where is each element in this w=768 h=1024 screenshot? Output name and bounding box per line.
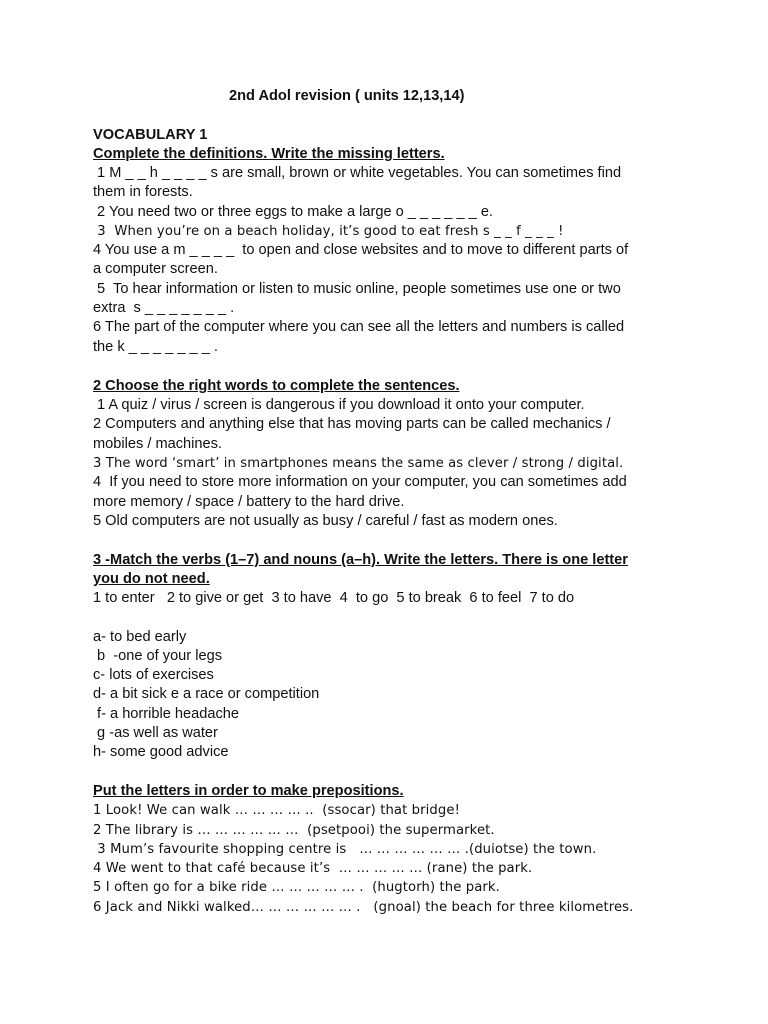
sentence-line: more memory / space / battery to the hard drive. xyxy=(93,494,405,510)
preposition-line: 6 Jack and Nikki walked… … … … … … . (gnoal) the beach for three kilometres. xyxy=(93,900,634,915)
preposition-line: 5 I often go for a bike ride … … … … … . (hugtorh) the park. xyxy=(93,880,500,895)
vocabulary-instruction: Complete the definitions. Write the missing letters. xyxy=(93,146,445,162)
sentence-line: 3 The word ‘smart’ in smartphones means the same as clever / strong / digital. xyxy=(93,456,624,471)
definition-line: 2 You need two or three eggs to make a large o _ _ _ _ _ _ e. xyxy=(93,204,493,220)
match-heading: 3 -Match the verbs (1–7) and nouns (a–h). Write the letters. There is one letter xyxy=(93,552,628,568)
choose-words-heading: 2 Choose the right words to complete the sentences. xyxy=(93,378,460,394)
preposition-line: 4 We went to that café because it’s … … … … … (rane) the park. xyxy=(93,861,533,876)
definition-line: 5 To hear information or listen to music online, people sometimes use one or two xyxy=(93,281,621,297)
preposition-line: 3 Mum’s favourite shopping centre is … … … … … … .(duiotse) the town. xyxy=(93,842,597,857)
sentence-line: mobiles / machines. xyxy=(93,436,222,452)
match-heading-continued: you do not need. xyxy=(93,571,210,587)
definition-line: 4 You use a m _ _ _ _ to open and close websites and to move to different parts of xyxy=(93,242,629,258)
definition-line: 6 The part of the computer where you can see all the letters and numbers is called xyxy=(93,319,625,335)
definition-line: a computer screen. xyxy=(93,261,218,277)
verbs-list: 1 to enter 2 to give or get 3 to have 4 to go 5 to break 6 to feel 7 to do xyxy=(93,590,575,606)
preposition-line: 2 The library is … … … … … … (psetpooi) the supermarket. xyxy=(93,823,495,838)
sentence-line: 1 A quiz / virus / screen is dangerous if you download it onto your computer. xyxy=(93,397,585,413)
vocabulary-heading: VOCABULARY 1 xyxy=(93,127,208,143)
noun-item: h- some good advice xyxy=(93,744,229,760)
definition-line: 3 When you’re on a beach holiday, it’s good to eat fresh s _ _ f _ _ _ ! xyxy=(93,224,564,239)
noun-item: d- a bit sick e a race or competition xyxy=(93,686,320,702)
sentence-line: 4 If you need to store more information on your computer, you can sometimes add xyxy=(93,474,627,490)
noun-item: g -as well as water xyxy=(93,725,218,741)
definition-line: extra s _ _ _ _ _ _ _ . xyxy=(93,300,235,316)
preposition-line: 1 Look! We can walk … … … … .. (ssocar) that bridge! xyxy=(93,803,460,818)
noun-item: f- a horrible headache xyxy=(93,706,240,722)
noun-item: a- to bed early xyxy=(93,629,187,645)
page-title: 2nd Adol revision ( units 12,13,14) xyxy=(229,88,465,104)
definition-line: 1 M _ _ h _ _ _ _ s are small, brown or white vegetables. You can sometimes find xyxy=(93,165,622,181)
prepositions-heading: Put the letters in order to make prepositions. xyxy=(93,783,404,799)
noun-item: c- lots of exercises xyxy=(93,667,214,683)
noun-item: b -one of your legs xyxy=(93,648,222,664)
definition-line: the k _ _ _ _ _ _ _ . xyxy=(93,339,218,355)
sentence-line: 5 Old computers are not usually as busy / careful / fast as modern ones. xyxy=(93,513,558,529)
definition-line: them in forests. xyxy=(93,184,193,200)
sentence-line: 2 Computers and anything else that has moving parts can be called mechanics / xyxy=(93,416,611,432)
